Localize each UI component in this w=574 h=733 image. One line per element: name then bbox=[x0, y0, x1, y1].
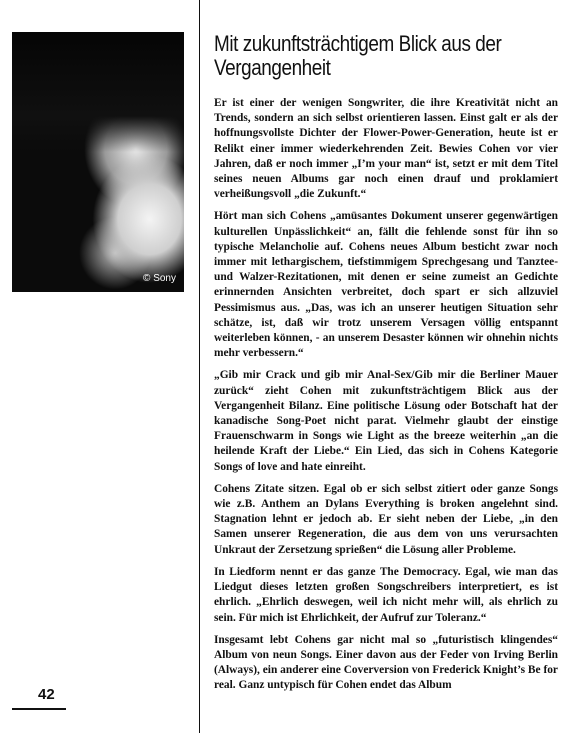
paragraph: In Liedform nennt er das ganze The Democracy. Egal, wie man das Liedgut dieses letzten großen Songschreibers interpretiert, es ist ehrlich. „Ehrlich deswegen, weil ich nicht mehr will, als ehrlich zu sein. Für mich ist Ehrlichkeit, der Aufruf zur Toleranz.“ bbox=[214, 565, 558, 624]
portrait-photo bbox=[12, 32, 184, 292]
paragraph: Er ist einer der wenigen Songwriter, die ihre Kreativität nicht an Trends, sondern an sich selbst orientieren lassen. Einst galt er als der hoffnungsvollste Dichter der Flower-Power-Generation, heute ist er Relikt einer immer wiederkehrenden Zeit. Bewies Cohen vor vier Jahren, daß er noch immer „I’m your man“ ist, setzt er mit dem Titel seines neuen Albums gar noch einen drauf und proklamiert verheißungsvoll „die Zukunft.“ bbox=[214, 97, 558, 201]
page-number: 42 bbox=[38, 686, 55, 703]
column-divider bbox=[199, 0, 200, 733]
paragraph: Hört man sich Cohens „amüsantes Dokument unserer gegenwärtigen kulturellen Unpässlichkeit“ an, fällt die fehlende sonst für ihn so typische Melancholie auf. Cohens neues Album besticht zwar noch immer mit lethargischem, tiefstimmigem Sprechgesang und Tanztee- und Walzer-Rezitationen, mit denen er seine zumeist an Gedichte erinnernden Ansichten verbreitet, doch spart er sich allzuviel Pessimismus aus. „Das, was ich an unserer heutigen Situation sehr schätze, ist, daß wir trotz unserem Versagen völlig entspannt weiterleben können, - an unserem Desaster können wir ohnehin nichts mehr verbessern.“ bbox=[214, 210, 558, 360]
paragraph: Cohens Zitate sitzen. Egal ob er sich selbst zitiert oder ganze Songs wie z.B. Anthem an Dylans Everything is broken angelehnt sind. Stagnation lehnt er jedoch ab. Er sieht neben der Liebe, „in den Samen unserer Regeneration, die aus dem von uns verursachten Unkraut der Zersetzung sprießen“ die Lösung aller Probleme. bbox=[214, 482, 558, 556]
article-body bbox=[214, 96, 558, 701]
page-number-rule bbox=[12, 708, 66, 710]
article-title: Mit zukunftsträchtigem Blick aus der Vergangenheit bbox=[214, 31, 502, 80]
paragraph: „Gib mir Crack und gib mir Anal-Sex/Gib mir die Berliner Mauer zurück“ zieht Cohen mit zukunftsträchtigem Blick aus der Vergangenheit Bilanz. Eine politische Lösung oder Botschaft hat der kanadische Song-Poet nicht parat. Vielmehr glaubt der einstige Frauenschwarm in Songs wie Light as the breeze weiterhin „an die heilende Kraft der Liebe.“ Ein Lied, das sich in Cohens Kategorie Songs of love and hate einreiht. bbox=[214, 369, 558, 473]
photo-credit: © Sony bbox=[143, 273, 176, 284]
portrait-hair-shadow bbox=[12, 32, 184, 152]
paragraph: Insgesamt lebt Cohens gar nicht mal so „futuristisch klingendes“ Album von neun Songs. Einer davon aus der Feder von Irving Berlin (Always), ein anderer eine Coverversion von Frederick Knight’s Be for real. Ganz untypisch für Cohen endet das Album bbox=[214, 633, 558, 692]
